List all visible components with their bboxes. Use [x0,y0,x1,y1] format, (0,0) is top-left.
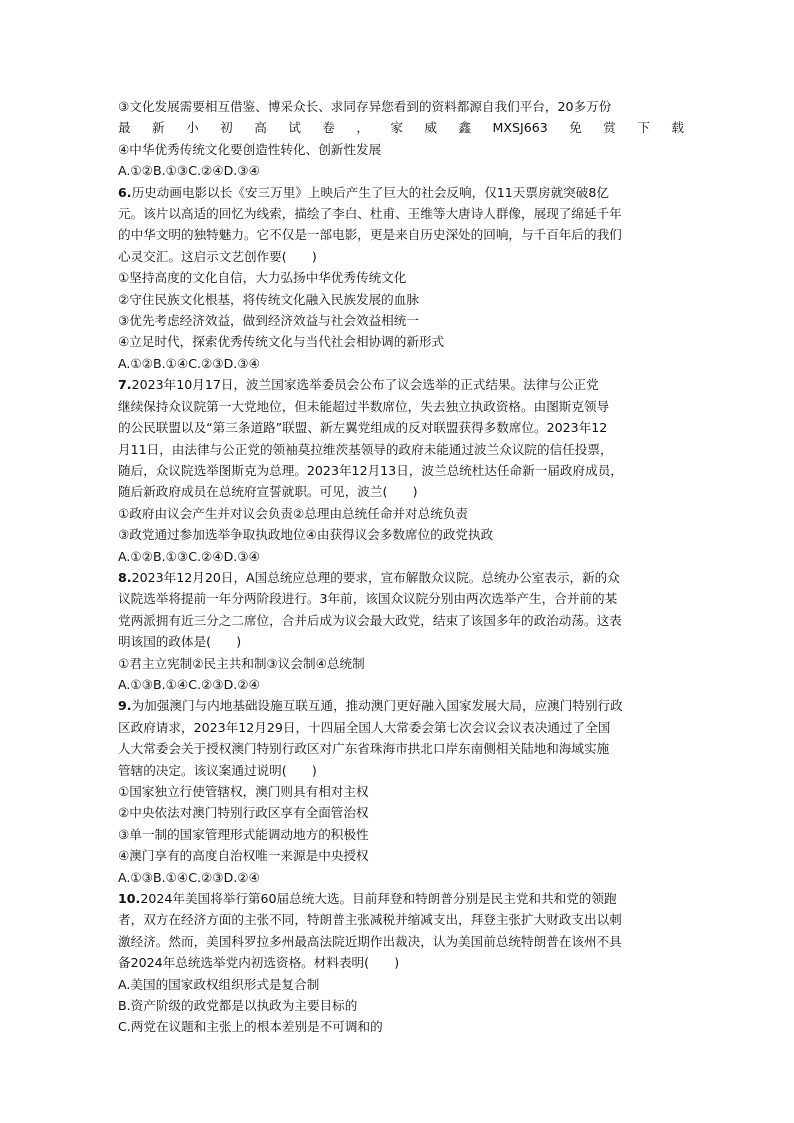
question-7-line: 的公民联盟以及“第三条道路”联盟、新左翼党组成的反对联盟获得多数席位。2023年12 [118,420,608,436]
question-10-line: 备2024年总统选举党内初选资格。材料表明( ) [118,955,400,971]
question-6-line: 心灵交汇。这启示文艺创作要( ) [118,248,317,264]
question-9-line: 区政府请求，2023年12月29日，十四届全国人大常委会第七次会议会议表决通过了全国 [118,719,611,735]
option-line: ④澳门享有的高度自治权唯一来源是中央授权 [118,848,369,864]
question-number: 9. [118,698,132,714]
ad-token: 家 [390,120,403,136]
option-line: ①政府由议会产生并对议会负责②总理由总统任命并对总统负责 [118,505,469,521]
question-number: 6. [118,184,132,200]
ad-token: 试 [288,120,301,136]
question-7-line: 继续保持众议院第一大党地位，但未能超过半数席位，失去独立执政资格。由图斯克领导 [118,398,610,414]
question-text: 2023年12月20日，A国总统应总理的要求，宣布解散众议院。总统办公室表示，新的众 [131,569,620,585]
question-number: 8. [118,569,132,585]
ad-token: MXSJ663 [492,120,548,136]
option-line: C.两党在议题和主张上的根本差别是不可调和的 [118,1019,383,1035]
question-9-line: 人大常委会关于授权澳门特别行政区对广东省珠海市拱北口岸东南侧相关陆地和海域实施 [118,741,610,757]
ad-token: ， [356,120,369,136]
question-text: 2024年美国将举行第60届总统大选。目前拜登和特朗普分别是民主党和共和党的领跑 [140,891,617,907]
option-line: ①国家独立行使管辖权，澳门则具有相对主权 [118,784,369,799]
ad-token: 初 [220,120,233,136]
question-text: 为加强澳门与内地基础设施互联互通，推动澳门更好融入国家发展大局，应澳门特别行政 [131,698,623,714]
question-8-line: 明该国的政体是( ) [118,634,242,650]
option-line: ③优先考虑经济效益，做到经济效益与社会效益相统一 [118,313,419,329]
ad-token: 小 [186,120,199,136]
ad-token: 卷 [322,120,335,136]
option-line: ③政党通过参加选举争取执政地位④由获得议会多数席位的政党执政 [118,527,494,543]
ad-token: 鑫 [458,120,472,136]
answer-choices: A.①②B.①③C.②④D.③④ [118,163,260,179]
question-7-line [118,374,684,395]
question-6-line: 的中华文明的独特魅力。它不仅是一部电影，更是来自历史深处的回响，与千百年后的我们 [118,227,622,243]
answer-choices: A.①②B.①④C.②③D.③④ [118,355,260,371]
question-7-line: 随后，众议院选举图斯克为总理。2023年12月13日，波兰总统杜达任命新一届政府成员， [118,462,623,478]
ad-token: 赏 [603,120,616,136]
question-number: 7. [118,377,132,393]
question-number: 10. [118,891,141,907]
question-6-line [118,182,684,203]
question-text: 历史动画电影以长《安三万里》上映后产生了巨大的社会反响，仅11天票房就突破8亿 [131,184,609,200]
option-line: ①君主立宪制②民主共和制③议会制④总统制 [118,655,365,671]
ad-token: 免 [569,120,582,136]
question-10-line: 激经济。然而，美国科罗拉多州最高法院近期作出裁决，认为美国前总统特朗普在该州不具 [118,933,622,949]
question-6-line: 元。该片以高适的回忆为线索，描绘了李白、杜甫、王维等大唐诗人群像，展现了绵延千年 [118,206,622,222]
ad-token: 最 [118,120,131,136]
question-10-line [118,888,684,909]
answer-choices: A.①③B.①④C.②③D.②④ [118,869,260,885]
question-10-line: 者，双方在经济方面的主张不同，特朗普主张减税并缩减支出，拜登主张扩大财政支出以刺 [118,912,622,928]
option-line: ④中华优秀传统文化要创造性转化、创新性发展 [118,141,382,157]
option-line: ②中央依法对澳门特别行政区享有全面管治权 [118,805,369,821]
ad-line [118,117,684,138]
ad-token: 载 [671,120,684,136]
option-line: ③文化发展需要相互借鉴、博采众长、求同存异您看到的资料都源自我们平台，20多万份 [118,99,612,114]
question-8-line: 党两派拥有近三分之二席位，合并后成为议会最大政党，结束了该国多年的政治动荡。这表 [118,612,622,628]
option-line: ①坚持高度的文化自信，大力弘扬中华优秀传统文化 [118,270,407,286]
option-line: ④立足时代，探索优秀传统文化与当代社会相协调的新形式 [118,334,445,350]
answer-choices: A.①③B.①④C.②③D.②④ [118,676,260,692]
ad-token: 新 [152,120,165,136]
ad-token: 下 [637,120,650,136]
option-line: ③单一制的国家管理形式能调动地方的积极性 [118,826,369,842]
option-line: ②守住民族文化根基，将传统文化融入民族发展的血脉 [118,291,419,307]
option-line: B.资产阶级的政党都是以执政为主要目标的 [118,998,358,1014]
answer-choices: A.①②B.①③C.②④D.③④ [118,548,260,564]
ad-token: 威 [424,120,438,136]
question-9-line: 管辖的决定。该议案通过说明( ) [118,762,317,778]
option-line: A.美国的国家政权组织形式是复合制 [118,976,320,992]
ad-token: 高 [254,120,267,136]
question-9-line [118,695,684,716]
question-8-line [118,567,684,588]
question-text: 2023年10月17日，波兰国家选举委员会公布了议会选举的正式结果。法律与公正党 [131,377,599,393]
question-8-line: 议院选举将提前一年分两阶段进行。3年前，该国众议院分别由两次选举产生，合并前的某 [118,591,618,607]
question-7-line: 随后新政府成员在总统府宣誓就职。可见，波兰( ) [118,484,418,500]
question-7-line: 月11日，由法律与公正党的领袖莫拉维茨基领导的政府未能通过波兰众议院的信任投票， [118,441,613,457]
